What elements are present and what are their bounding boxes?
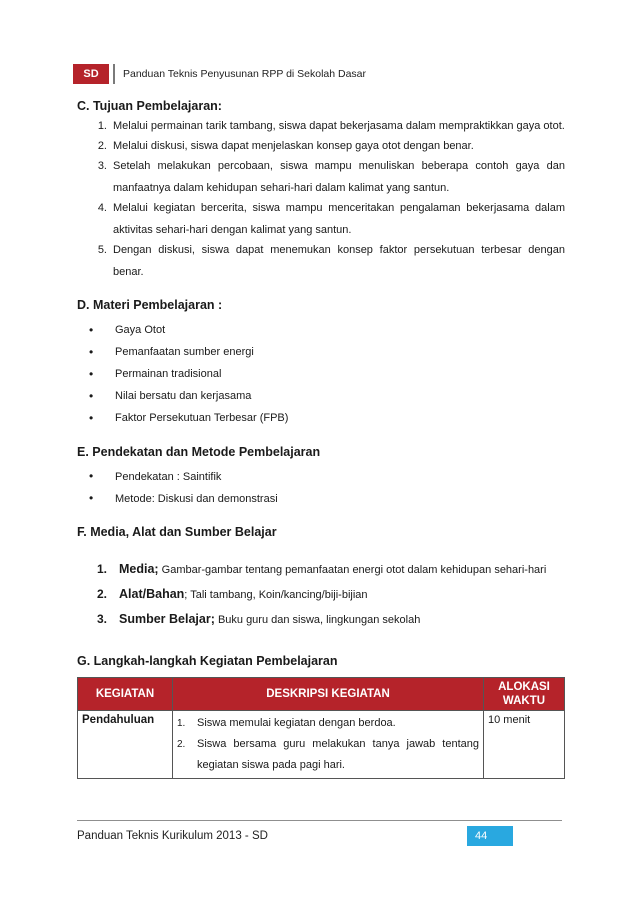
document-body — [77, 98, 565, 779]
page-number: 44 — [467, 826, 513, 846]
table-row — [78, 711, 565, 779]
list-text: Dengan diskusi, siswa dapat menemukan konsep faktor persekutuan terbesar dengan benar. — [113, 244, 565, 279]
list-number: 2. — [97, 587, 108, 601]
list-text: Pendekatan : Saintifik — [115, 470, 222, 483]
header-divider — [113, 64, 115, 84]
page-header — [73, 63, 366, 85]
kegiatan-cell: Pendahuluan — [78, 711, 173, 779]
list-item — [85, 160, 565, 199]
media-text: Gambar-gambar tentang pemanfaatan energi otot dalam kehidupan sehari-hari — [161, 564, 547, 576]
list-item — [97, 608, 565, 631]
alat-text: ; Tali tambang, Koin/kancing/biji-bijian — [184, 589, 368, 601]
footer-title: Panduan Teknis Kurikulum 2013 - SD — [77, 830, 268, 842]
list-item — [89, 320, 565, 342]
column-header-kegiatan: KEGIATAN — [78, 678, 173, 711]
list-item — [89, 364, 565, 386]
list-text: Setelah melakukan percobaan, siswa mampu menuliskan beberapa contoh gaya dan manfaatnya dalam kehidupan sehari-hari dalam kalimat yang santun. — [113, 160, 565, 195]
list-text: Pemanfaatan sumber energi — [115, 346, 254, 359]
bullet-icon: • — [89, 366, 94, 381]
list-text: Metode: Diskusi dan demonstrasi — [115, 492, 278, 505]
bullet-icon: • — [89, 410, 94, 425]
kegiatan-table — [77, 677, 565, 779]
list-number: 2. — [97, 140, 107, 153]
bullet-icon: • — [89, 322, 94, 337]
list-number: 2. — [177, 739, 186, 751]
list-number: 5. — [97, 244, 107, 257]
bullet-icon: • — [89, 468, 94, 483]
list-item — [89, 488, 565, 510]
tujuan-list — [85, 120, 565, 283]
list-number: 1. — [177, 718, 186, 730]
list-item — [85, 244, 565, 283]
list-text: Siswa bersama guru melakukan tanya jawab tentang kegiatan siswa pada pagi hari. — [197, 738, 479, 772]
section-e-heading: E. Pendekatan dan Metode Pembelajaran — [77, 444, 321, 459]
footer-divider — [77, 820, 562, 821]
column-header-deskripsi: DESKRIPSI KEGIATAN — [173, 678, 484, 711]
list-item — [97, 583, 565, 606]
list-item — [89, 386, 565, 408]
list-item — [89, 466, 565, 488]
bullet-icon: • — [89, 490, 94, 505]
section-c-heading: C. Tujuan Pembelajaran: — [77, 99, 222, 113]
section-g-heading: G. Langkah-langkah Kegiatan Pembelajaran — [77, 654, 338, 668]
list-number: 1. — [97, 562, 108, 576]
media-list — [97, 558, 565, 631]
list-item — [89, 342, 565, 364]
sumber-text: Buku guru dan siswa, lingkungan sekolah — [217, 614, 421, 626]
section-f-heading: F. Media, Alat dan Sumber Belajar — [77, 524, 277, 539]
sd-badge: SD — [73, 64, 109, 84]
column-header-alokasi: ALOKASI WAKTU — [484, 678, 565, 711]
pendekatan-list — [89, 466, 565, 510]
list-text: Melalui diskusi, siswa dapat menjelaskan konsep gaya otot dengan benar. — [113, 140, 474, 153]
bullet-icon: • — [89, 388, 94, 403]
list-item — [89, 408, 565, 430]
materi-list — [89, 320, 565, 430]
waktu-cell: 10 menit — [484, 711, 565, 779]
list-item — [85, 202, 565, 241]
list-item — [177, 713, 479, 734]
bullet-icon: • — [89, 344, 94, 359]
list-text: Nilai bersatu dan kerjasama — [115, 390, 252, 403]
list-text: Permainan tradisional — [115, 368, 222, 381]
sumber-label: Sumber Belajar; — [119, 612, 215, 626]
list-item — [177, 734, 479, 776]
media-label: Media; — [119, 562, 159, 576]
list-number: 3. — [97, 612, 108, 626]
list-text: Siswa memulai kegiatan dengan berdoa. — [197, 717, 396, 730]
list-item — [97, 558, 565, 581]
list-number: 4. — [97, 202, 107, 215]
list-text: Melalui kegiatan bercerita, siswa mampu menceritakan pengalaman bekerjasama dalam aktivitas sehari-hari dengan kalimat yang santun. — [113, 202, 565, 237]
list-text: Faktor Persekutuan Terbesar (FPB) — [115, 412, 289, 425]
list-text: Gaya Otot — [115, 324, 166, 337]
alat-label: Alat/Bahan — [119, 587, 185, 601]
section-d-heading: D. Materi Pembelajaran : — [77, 298, 223, 313]
list-number: 3. — [97, 160, 107, 173]
header-title: Panduan Teknis Penyusunan RPP di Sekolah Dasar — [123, 68, 367, 80]
page-footer — [77, 826, 562, 846]
list-number: 1. — [97, 120, 107, 133]
deskripsi-cell — [173, 711, 484, 779]
list-text: Melalui permainan tarik tambang, siswa dapat bekerjasama dalam mempraktikkan gaya otot. — [113, 120, 565, 133]
table-header-row — [78, 678, 565, 711]
